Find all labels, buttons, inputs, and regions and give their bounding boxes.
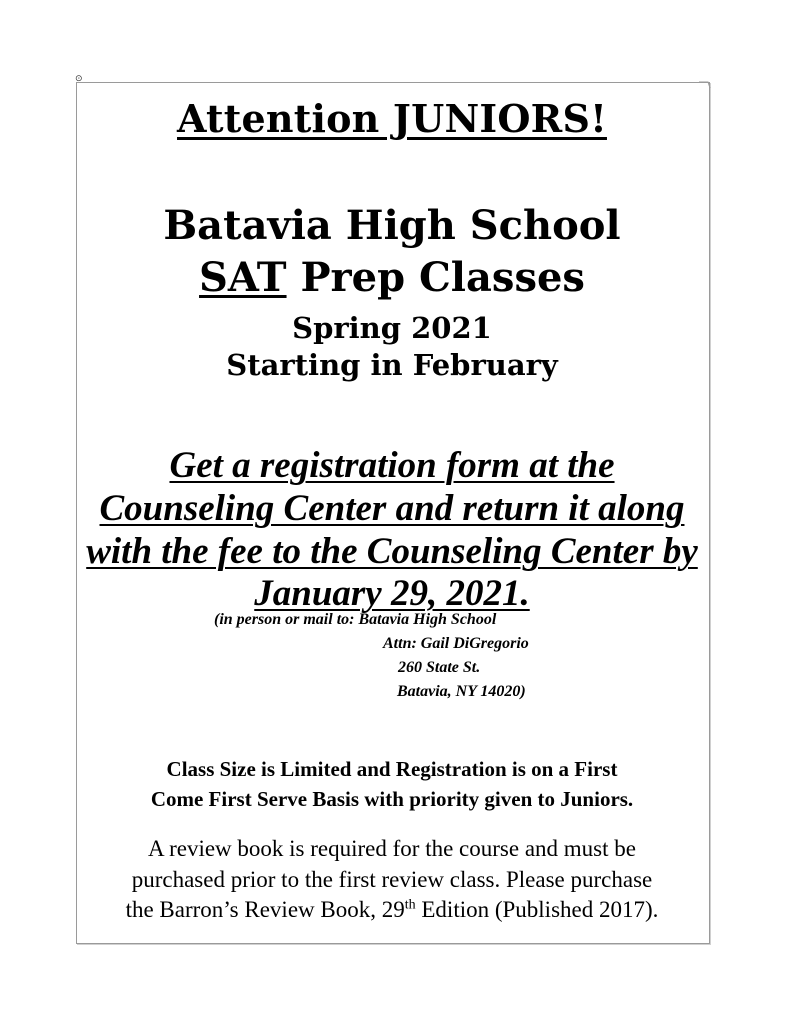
sat-label: SAT xyxy=(199,254,287,301)
pin-icon: ⊙ xyxy=(75,74,83,84)
start-label: Starting in February xyxy=(226,348,558,382)
school-name: Batavia High School xyxy=(163,202,621,249)
classes-title xyxy=(76,254,708,301)
headline: Attention JUNIORS! xyxy=(177,96,607,141)
review-book-notice: A review book is required for the course and must be xyxy=(148,836,636,861)
mail-address-line: (in person or mail to: Batavia High School xyxy=(214,611,497,628)
prep-classes-label: Prep Classes xyxy=(286,254,585,301)
registration-deadline: January 29, 2021. xyxy=(254,573,530,614)
registration-line: Get a registration form at the xyxy=(169,445,615,486)
page-curl-icon xyxy=(699,80,711,90)
edition-superscript: th xyxy=(404,897,416,913)
review-book-edition: Edition (Published 2017). xyxy=(415,897,659,922)
review-book-title: the Barron’s Review Book, 29 xyxy=(125,897,405,922)
mail-address-line: Batavia, NY 14020) xyxy=(397,683,526,700)
registration-line: with the fee to the Counseling Center by xyxy=(86,531,698,572)
registration-line: Counseling Center and return it along xyxy=(99,488,685,529)
class-size-notice: Come First Serve Basis with priority given to Juniors. xyxy=(150,787,634,811)
class-size-notice: Class Size is Limited and Registration is on a First xyxy=(166,757,618,781)
mail-address-line: Attn: Gail DiGregorio xyxy=(383,635,529,652)
review-book-notice: purchased prior to the first review class. Please purchase xyxy=(131,867,653,892)
mail-address-line: 260 State St. xyxy=(398,659,481,676)
review-book-notice xyxy=(76,897,708,923)
term-label: Spring 2021 xyxy=(292,311,492,345)
